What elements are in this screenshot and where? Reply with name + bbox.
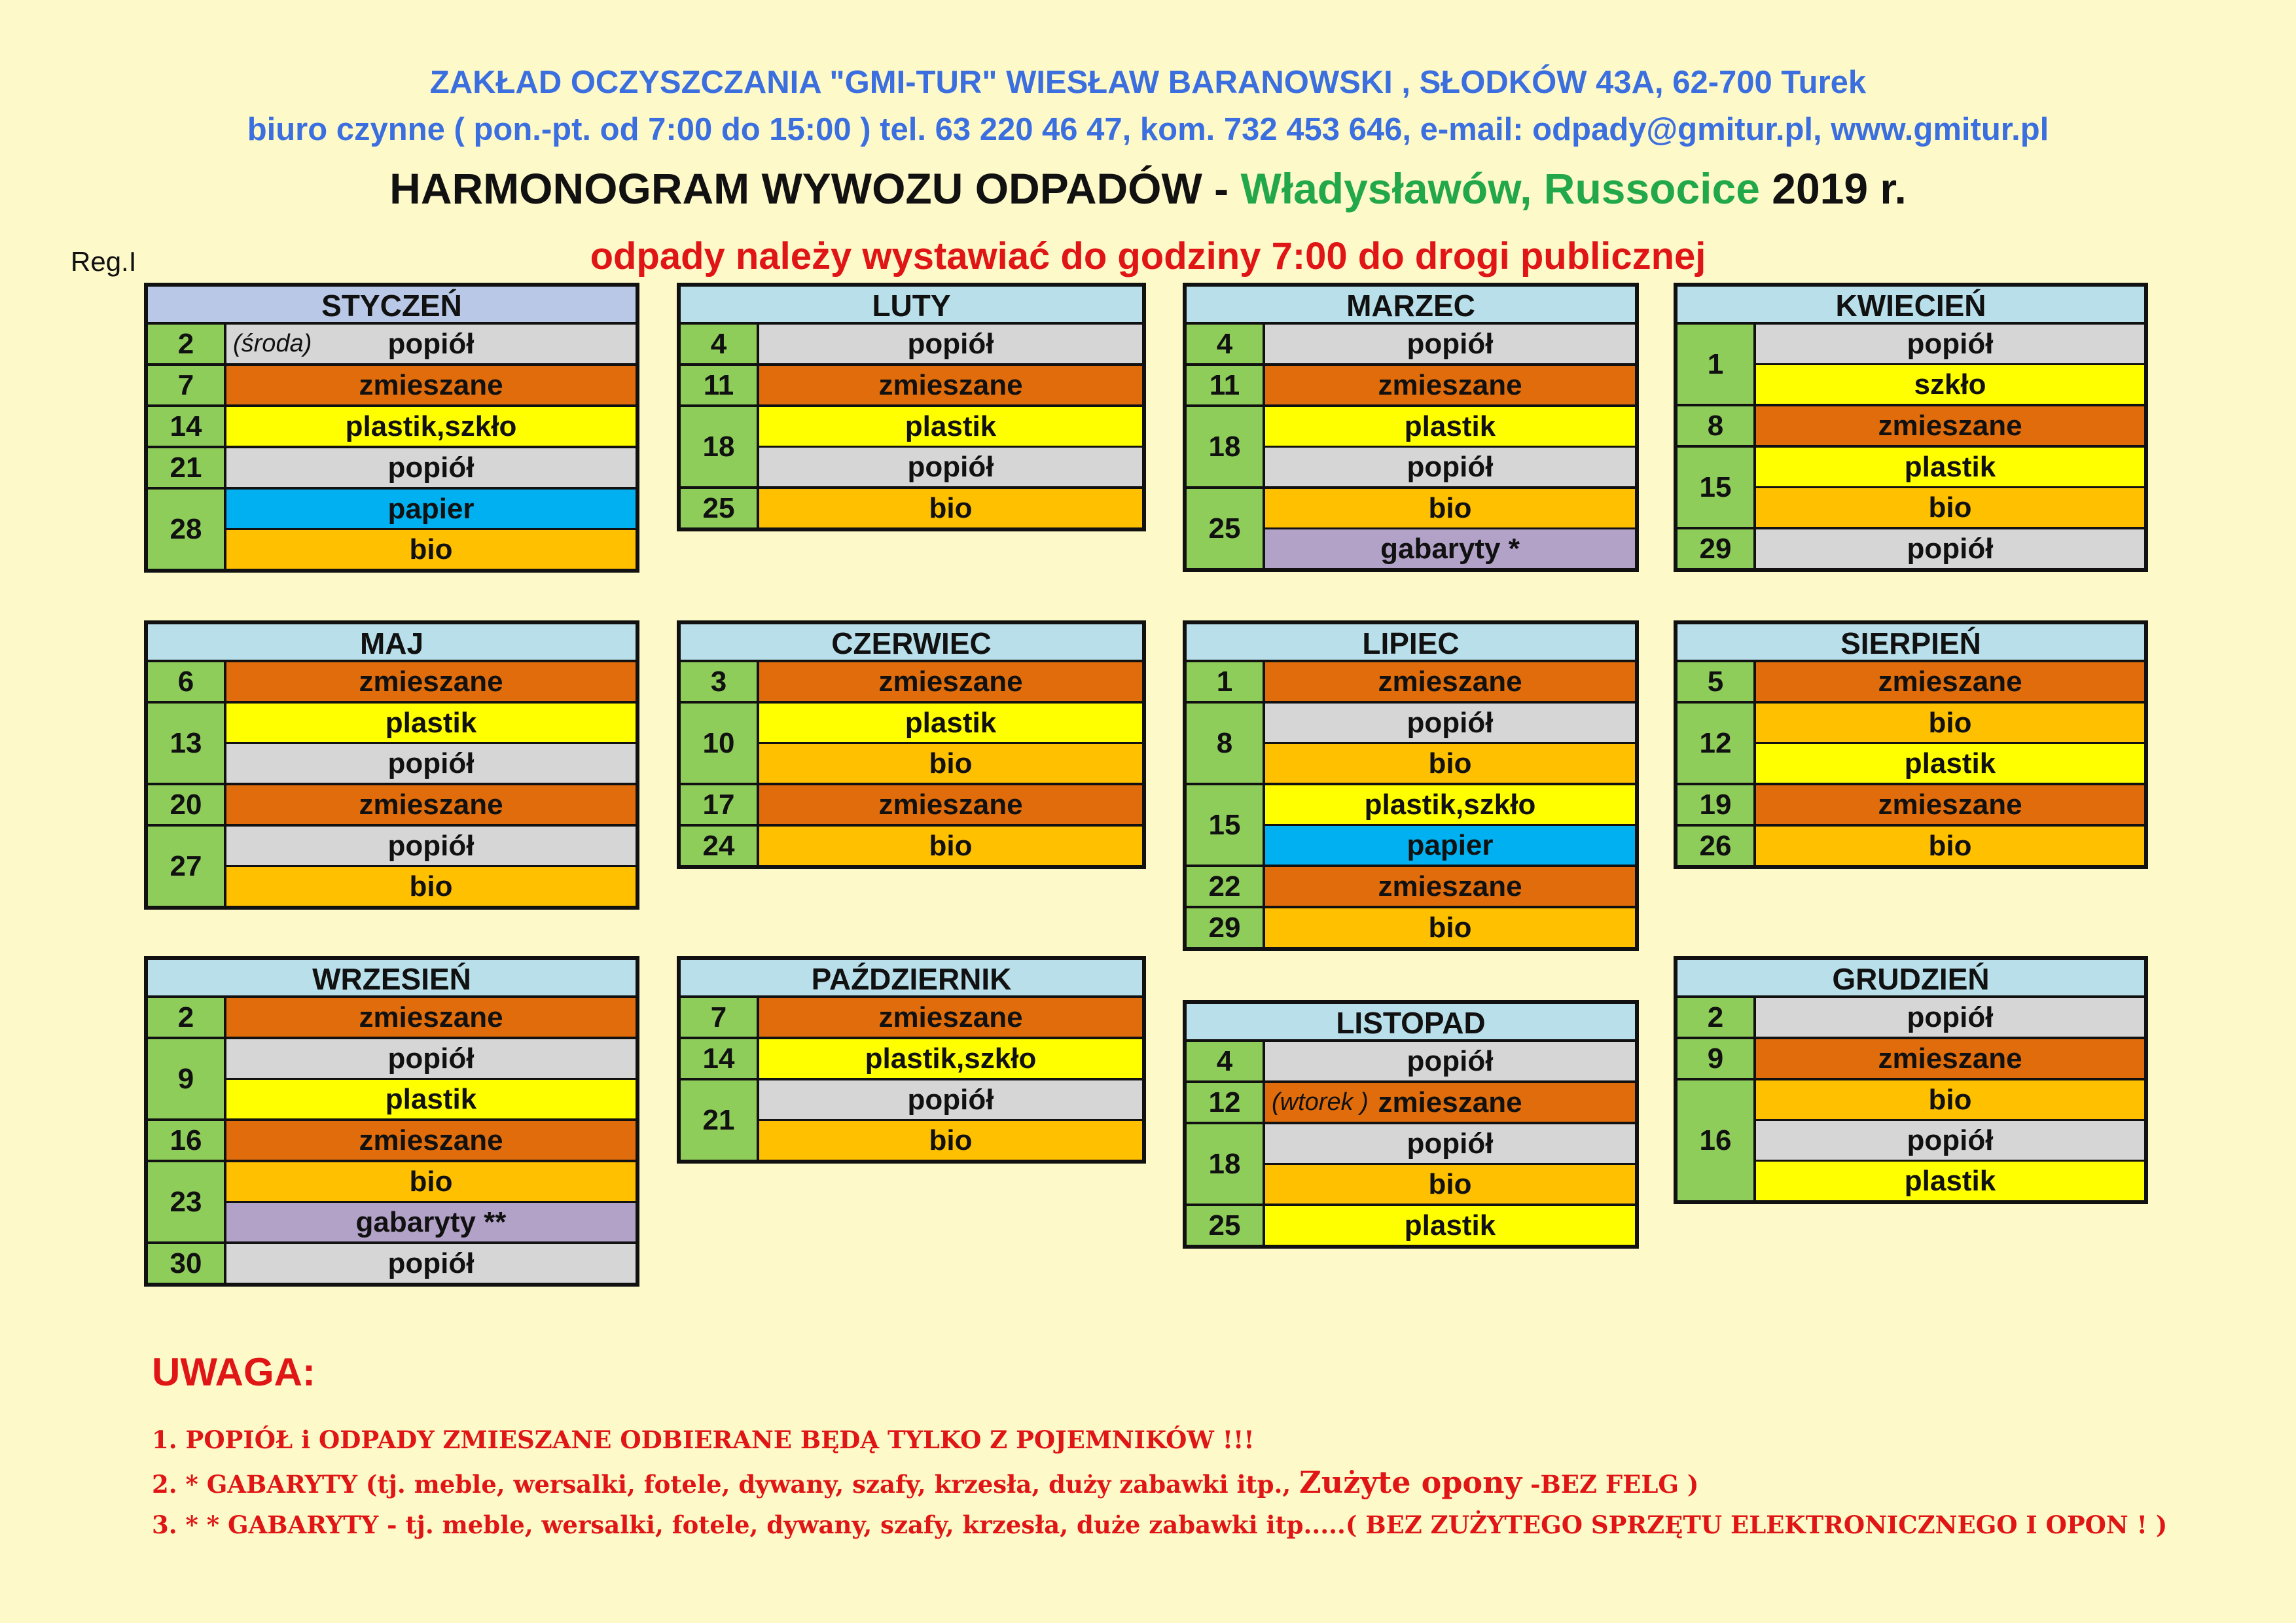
date-group [1677, 783, 2144, 824]
date-group [148, 363, 636, 404]
waste-type-plastik [1756, 448, 2144, 486]
date-group [1677, 1037, 2144, 1078]
day-number: 4 [1187, 325, 1265, 363]
date-group [1677, 824, 2144, 865]
waste-type-bio [1756, 486, 2144, 527]
weekday-note: (wtorek ) [1272, 1088, 1369, 1116]
waste-label: zmieszane [1878, 409, 2022, 442]
uwaga-heading: UWAGA: [152, 1350, 315, 1394]
waste-type-plastik [1756, 742, 2144, 783]
waste-type-popiol [226, 1244, 636, 1283]
waste-label: popiół [1407, 1127, 1494, 1160]
title-main: HARMONOGRAM WYWOZU ODPADÓW - [389, 164, 1241, 213]
day-number: 5 [1677, 662, 1756, 701]
waste-label: zmieszane [878, 368, 1023, 401]
month-name: STYCZEŃ [148, 287, 636, 325]
waste-type-zmieszane [226, 1121, 636, 1160]
waste-label: papier [1407, 829, 1494, 861]
footnote-2 [152, 1465, 1698, 1500]
waste-type-popiol [1265, 446, 1635, 486]
waste-label: bio [1428, 747, 1472, 779]
day-number: 12 [1677, 704, 1756, 783]
waste-label: popiół [387, 1042, 475, 1075]
day-number: 7 [681, 998, 759, 1037]
day-number: 6 [148, 662, 226, 701]
waste-type-bio [759, 827, 1142, 865]
waste-type-popiol [1756, 998, 2144, 1037]
date-group [148, 1037, 636, 1118]
date-group [1187, 783, 1635, 865]
date-group [148, 824, 636, 906]
waste-type-popiol [1265, 704, 1635, 742]
waste-type-zmieszane [1756, 1039, 2144, 1078]
date-group [148, 487, 636, 569]
day-number: 21 [681, 1080, 759, 1160]
month-table [144, 620, 639, 910]
waste-type-plastik [1756, 1160, 2144, 1200]
month-name: GRUDZIEŃ [1677, 960, 2144, 998]
day-number: 8 [1187, 704, 1265, 783]
month-table [677, 283, 1146, 531]
waste-label: zmieszane [878, 1001, 1023, 1033]
day-number: 16 [1677, 1080, 1756, 1200]
waste-label: papier [387, 492, 475, 525]
day-number: 15 [1187, 785, 1265, 865]
waste-type-bio [1265, 1163, 1635, 1204]
day-number: 24 [681, 827, 759, 865]
title-year: 2019 r. [1759, 164, 1907, 213]
waste-type-bio [1756, 827, 2144, 865]
waste-type-gabaryty [226, 1201, 636, 1241]
date-group [148, 701, 636, 783]
waste-label: plastik [385, 706, 477, 739]
waste-label: bio [409, 870, 453, 902]
waste-label: szkło [1914, 368, 1986, 401]
waste-label: plastik [905, 410, 997, 442]
waste-type-zmieszane [226, 998, 636, 1037]
month-table [1674, 283, 2148, 572]
waste-label: bio [929, 491, 973, 524]
waste-label: bio [929, 747, 973, 779]
day-number: 22 [1187, 867, 1265, 906]
date-group [1187, 325, 1635, 363]
waste-type-plastik [759, 704, 1142, 742]
date-group [1677, 662, 2144, 701]
day-number: 27 [148, 827, 226, 906]
day-number: 9 [148, 1039, 226, 1118]
waste-label: popiół [1407, 1044, 1494, 1077]
day-number: 7 [148, 366, 226, 404]
month-name: MAJ [148, 624, 636, 662]
waste-label: zmieszane [1878, 1042, 2022, 1075]
waste-label: zmieszane [878, 788, 1023, 821]
office-contact: biuro czynne ( pon.-pt. od 7:00 do 15:00 ) tel. 63 220 46 47, kom. 732 453 646, e-mail: odpady@gmitur.pl, www.gmitur.pl [247, 112, 2049, 147]
footnote-3: 3. * * GABARYTY - tj. meble, wersalki, fotele, dywany, szafy, krzesła, duże zabawki itp.....( BEZ ZUŻYTEGO SPRZĘTU ELEKTRONICZNEGO I OPON ! ) [152, 1510, 2168, 1539]
month-name: SIERPIEŃ [1677, 624, 2144, 662]
date-group [1187, 1122, 1635, 1204]
date-group [1187, 701, 1635, 783]
day-number: 14 [681, 1039, 759, 1078]
month-table [677, 620, 1146, 869]
day-number: 9 [1677, 1039, 1756, 1078]
waste-label: popiół [387, 1247, 475, 1279]
date-group [148, 1160, 636, 1241]
date-group [1187, 486, 1635, 568]
month-table [677, 956, 1146, 1164]
waste-type-plastik [226, 1078, 636, 1118]
waste-type-zmieszane [759, 366, 1142, 404]
waste-type-bio [1265, 742, 1635, 783]
day-number: 29 [1187, 908, 1265, 947]
waste-type-plastik [226, 407, 636, 446]
title-location: Władysławów, Russocice [1240, 164, 1760, 213]
waste-label: popiół [907, 1083, 994, 1116]
day-number: 2 [148, 325, 226, 363]
waste-type-zmieszane [1265, 366, 1635, 404]
day-number: 13 [148, 704, 226, 783]
waste-label: bio [1928, 706, 1972, 739]
month-table [1183, 1000, 1639, 1249]
waste-type-plastik [226, 704, 636, 742]
weekday-note: (środa) [233, 330, 312, 357]
month-name: WRZESIEŃ [148, 960, 636, 998]
waste-label: bio [1428, 1168, 1472, 1200]
date-group [1677, 325, 2144, 404]
date-group [681, 998, 1142, 1037]
waste-type-bio [1265, 908, 1635, 947]
waste-type-plastik [1265, 407, 1635, 446]
waste-type-papier [226, 490, 636, 528]
month-table [1183, 283, 1639, 572]
waste-type-bio [226, 1162, 636, 1201]
day-number: 18 [1187, 407, 1265, 486]
day-number: 1 [1187, 662, 1265, 701]
waste-type-popiol [226, 827, 636, 865]
day-number: 4 [681, 325, 759, 363]
waste-type-zmieszane [1756, 785, 2144, 824]
date-group [681, 662, 1142, 701]
waste-label: popiół [387, 829, 475, 862]
month-table [144, 956, 639, 1287]
date-group [148, 1118, 636, 1160]
day-number: 12 [1187, 1083, 1265, 1122]
footnote-2-start: 2. * GABARYTY (tj. meble, wersalki, fotele, dywany, szafy, krzesła, duży zabawki itp., [152, 1470, 1300, 1499]
waste-label: zmieszane [359, 1124, 503, 1156]
waste-label: gabaryty * [1380, 532, 1520, 565]
month-table [144, 283, 639, 573]
waste-type-popiol [1265, 1124, 1635, 1163]
day-number: 11 [1187, 366, 1265, 404]
waste-label: popiół [1407, 706, 1494, 739]
date-group [1187, 906, 1635, 947]
waste-type-popiol [226, 325, 636, 363]
waste-label: zmieszane [1878, 665, 2022, 698]
waste-label: popiół [387, 327, 475, 360]
waste-label: zmieszane [1378, 665, 1522, 698]
month-name: KWIECIEŃ [1677, 287, 2144, 325]
waste-type-bio [759, 489, 1142, 527]
waste-label: zmieszane [878, 665, 1023, 698]
day-number: 25 [681, 489, 759, 527]
month-name: LISTOPAD [1187, 1004, 1635, 1042]
date-group [681, 824, 1142, 865]
waste-type-zmieszane [1265, 1083, 1635, 1122]
waste-label: popiół [387, 747, 475, 779]
waste-label: bio [1428, 911, 1472, 944]
day-number: 4 [1187, 1042, 1265, 1080]
waste-type-szklo [1756, 363, 2144, 404]
waste-label: zmieszane [359, 1001, 503, 1033]
day-number: 16 [148, 1121, 226, 1160]
waste-type-plastik [1265, 1206, 1635, 1245]
day-number: 17 [681, 785, 759, 824]
waste-label: popiół [907, 327, 994, 360]
waste-label: popiół [907, 450, 994, 483]
waste-label: popiół [1907, 532, 1994, 565]
waste-label: popiół [1407, 327, 1494, 360]
waste-label: plastik,szkło [865, 1042, 1037, 1075]
date-group [681, 1037, 1142, 1078]
waste-label: popiół [1907, 1124, 1994, 1156]
waste-type-popiol [759, 446, 1142, 486]
date-group [1187, 1042, 1635, 1080]
waste-label: bio [1928, 829, 1972, 862]
waste-type-popiol [1265, 1042, 1635, 1080]
waste-type-zmieszane [759, 662, 1142, 701]
waste-label: popiół [387, 451, 475, 484]
date-group [148, 404, 636, 446]
waste-label: zmieszane [1378, 1086, 1522, 1118]
waste-label: plastik,szkło [345, 410, 517, 442]
day-number: 8 [1677, 406, 1756, 445]
date-group [1187, 662, 1635, 701]
waste-type-papier [1265, 824, 1635, 865]
waste-type-plastik [759, 407, 1142, 446]
month-table [1183, 620, 1639, 951]
waste-type-popiol [226, 1039, 636, 1078]
day-number: 25 [1187, 489, 1265, 568]
waste-type-zmieszane [1265, 662, 1635, 701]
month-name: CZERWIEC [681, 624, 1142, 662]
waste-label: zmieszane [1378, 870, 1522, 902]
waste-label: zmieszane [1878, 788, 2022, 821]
date-group [148, 662, 636, 701]
waste-type-zmieszane [226, 366, 636, 404]
waste-type-bio [1756, 704, 2144, 742]
date-group [1187, 865, 1635, 906]
day-number: 30 [148, 1244, 226, 1283]
date-group [148, 998, 636, 1037]
waste-type-plastik [759, 1039, 1142, 1078]
waste-label: zmieszane [359, 788, 503, 821]
date-group [148, 325, 636, 363]
month-table [1674, 956, 2148, 1204]
day-number: 18 [681, 407, 759, 486]
waste-label: plastik [385, 1082, 477, 1115]
date-group [1187, 1080, 1635, 1122]
waste-type-bio [226, 865, 636, 906]
day-number: 14 [148, 407, 226, 446]
waste-label: popiół [1407, 450, 1494, 483]
day-number: 21 [148, 448, 226, 487]
date-group [1187, 363, 1635, 404]
waste-label: plastik [1904, 747, 1996, 779]
day-number: 20 [148, 785, 226, 824]
waste-label: gabaryty ** [355, 1205, 507, 1238]
month-name: MARZEC [1187, 287, 1635, 325]
date-group [1677, 1078, 2144, 1200]
day-number: 19 [1677, 785, 1756, 824]
waste-type-plastik [1265, 785, 1635, 824]
waste-type-zmieszane [226, 785, 636, 824]
waste-type-zmieszane [759, 785, 1142, 824]
page-title [0, 164, 2296, 213]
waste-label: zmieszane [1378, 368, 1522, 401]
waste-label: bio [1928, 1083, 1972, 1116]
waste-type-popiol [759, 1080, 1142, 1119]
waste-label: bio [409, 533, 453, 565]
waste-type-bio [759, 1119, 1142, 1160]
waste-type-bio [759, 742, 1142, 783]
footnote-2-end: -BEZ FELG ) [1522, 1470, 1699, 1499]
date-group [681, 486, 1142, 527]
waste-type-popiol [759, 325, 1142, 363]
date-group [681, 325, 1142, 363]
day-number: 18 [1187, 1124, 1265, 1204]
date-group [1677, 998, 2144, 1037]
waste-type-zmieszane [1756, 406, 2144, 445]
day-number: 1 [1677, 325, 1756, 404]
waste-label: zmieszane [359, 368, 503, 401]
day-number: 2 [1677, 998, 1756, 1037]
waste-label: popiół [1907, 327, 1994, 360]
waste-type-popiol [226, 448, 636, 487]
day-number: 15 [1677, 448, 1756, 527]
date-group [1677, 701, 2144, 783]
day-number: 10 [681, 704, 759, 783]
waste-label: plastik [1404, 1209, 1496, 1241]
waste-type-popiol [1265, 325, 1635, 363]
waste-label: plastik [1904, 450, 1996, 483]
date-group [681, 404, 1142, 486]
waste-label: bio [1428, 491, 1472, 524]
waste-type-zmieszane [1265, 867, 1635, 906]
waste-label: bio [1928, 491, 1972, 524]
day-number: 2 [148, 998, 226, 1037]
waste-type-popiol [1756, 1119, 2144, 1160]
date-group [1187, 1204, 1635, 1245]
waste-label: plastik [905, 706, 997, 739]
date-group [681, 701, 1142, 783]
waste-label: zmieszane [359, 665, 503, 698]
day-number: 28 [148, 490, 226, 569]
date-group [1677, 404, 2144, 445]
waste-type-zmieszane [226, 662, 636, 701]
waste-label: popiół [1907, 1001, 1994, 1033]
region-label: Reg.I [71, 246, 137, 277]
date-group [148, 783, 636, 824]
waste-type-popiol [1756, 325, 2144, 363]
month-name: PAŹDZIERNIK [681, 960, 1142, 998]
date-group [681, 783, 1142, 824]
date-group [148, 446, 636, 487]
day-number: 26 [1677, 827, 1756, 865]
waste-type-bio [1756, 1080, 2144, 1119]
waste-type-zmieszane [1756, 662, 2144, 701]
waste-type-popiol [226, 742, 636, 783]
month-name: LUTY [681, 287, 1142, 325]
waste-label: bio [929, 1124, 973, 1156]
notice-text: odpady należy wystawiać do godziny 7:00 do drogi publicznej [590, 235, 1706, 277]
waste-label: plastik [1404, 410, 1496, 442]
date-group [681, 363, 1142, 404]
waste-label: plastik,szkło [1364, 788, 1536, 821]
waste-type-zmieszane [759, 998, 1142, 1037]
day-number: 23 [148, 1162, 226, 1241]
date-group [1677, 445, 2144, 527]
month-table [1674, 620, 2148, 869]
date-group [1677, 527, 2144, 568]
day-number: 11 [681, 366, 759, 404]
company-name: ZAKŁAD OCZYSZCZANIA "GMI-TUR" WIESŁAW BARANOWSKI , SŁODKÓW 43A, 62-700 Turek [429, 65, 1867, 100]
waste-type-bio [226, 528, 636, 569]
month-name: LIPIEC [1187, 624, 1635, 662]
waste-type-gabaryty [1265, 527, 1635, 568]
day-number: 29 [1677, 529, 1756, 568]
waste-label: bio [409, 1165, 453, 1198]
day-number: 25 [1187, 1206, 1265, 1245]
footnote-2-emphasis: Zużyte opony [1299, 1465, 1522, 1500]
date-group [681, 1078, 1142, 1160]
date-group [1187, 404, 1635, 486]
day-number: 3 [681, 662, 759, 701]
date-group [148, 1241, 636, 1283]
waste-label: plastik [1904, 1164, 1996, 1197]
footnote-1: 1. POPIÓŁ i ODPADY ZMIESZANE ODBIERANE BĘDĄ TYLKO Z POJEMNIKÓW !!! [152, 1425, 1255, 1454]
waste-type-bio [1265, 489, 1635, 527]
waste-type-popiol [1756, 529, 2144, 568]
waste-label: bio [929, 829, 973, 862]
